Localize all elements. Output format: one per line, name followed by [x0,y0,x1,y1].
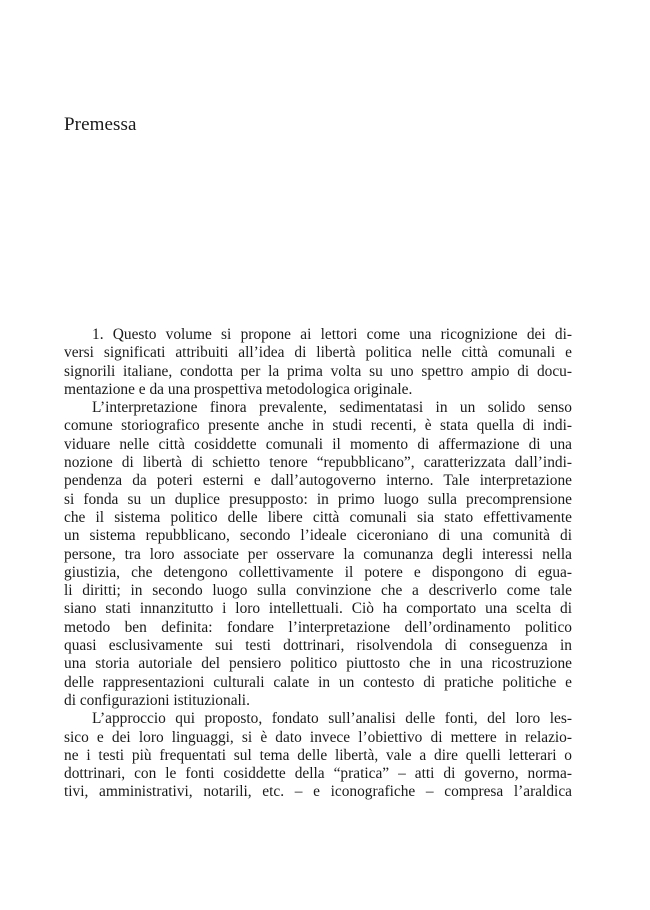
text-line: una storia autoriale del pensiero politico piuttosto che in una ricostruzione [64,655,572,673]
text-line: comune storiografico presente anche in studi recenti, è stata quella di indi- [64,417,572,435]
paragraph [64,399,572,710]
paragraph [64,326,572,399]
text-line: sico e dei loro linguaggi, si è dato invece l’obiettivo di mettere in relazio- [64,728,572,746]
text-line: dottrinari, con le fonti cosiddette della “pratica” – atti di governo, norma- [64,765,572,783]
body-text [64,326,572,802]
text-line: siano stati innanzitutto i loro intellettuali. Ciò ha comportato una scelta di [64,600,572,618]
text-line: tivi, amministrativi, notarili, etc. – e iconografiche – compresa l’araldica [64,783,572,801]
text-line: versi significati attribuiti all’idea di libertà politica nelle città comunali e [64,344,572,362]
text-line: L’approccio qui proposto, fondato sull’analisi delle fonti, del loro les- [92,710,572,728]
text-line: persone, tra loro associate per osservare la comunanza degli interessi nella [64,545,572,563]
text-line: signorili italiane, condotta per la prima volta su uno spettro ampio di docu- [64,362,572,380]
text-line: quasi esclusivamente sui testi dottrinari, risolvendola di conseguenza in [64,637,572,655]
text-line: che il sistema politico delle libere città comunali sia stato effettivamente [64,508,572,526]
text-line: nozione di libertà di schietto tenore “repubblicano”, caratterizzata dall’indi- [64,454,572,472]
paragraph [64,710,572,801]
text-line: un sistema repubblicano, secondo l’ideale ciceroniano di una comunità di [64,527,572,545]
text-line: si fonda su un duplice presupposto: in primo luogo sulla precomprensione [64,490,572,508]
text-line: delle rappresentazioni culturali calate in un contesto di pratiche politiche e [64,673,572,691]
chapter-title: Premessa [64,114,137,135]
text-line: pendenza da poteri esterni e dall’autogoverno interno. Tale interpretazione [64,472,572,490]
text-line: viduare nelle città cosiddette comunali il momento di affermazione di una [64,435,572,453]
text-line: 1. Questo volume si propone ai lettori come una ricognizione dei di- [92,326,572,343]
text-line: li diritti; in secondo luogo sulla convinzione che a descriverlo come tale [64,582,572,600]
text-line: L’interpretazione finora prevalente, sedimentatasi in un solido senso [92,399,572,417]
text-line: metodo ben definita: fondare l’interpretazione dell’ordinamento politico [64,618,572,636]
text-line: mentazione e da una prospettiva metodologica originale. [64,380,413,398]
text-line: giustizia, che detengono collettivamente il potere e dispongono di egua- [64,563,572,581]
text-line: ne i testi più frequentati sul tema delle libertà, vale a dire quelli letterari o [64,746,572,764]
text-line: di configurazioni istituzionali. [64,691,250,709]
